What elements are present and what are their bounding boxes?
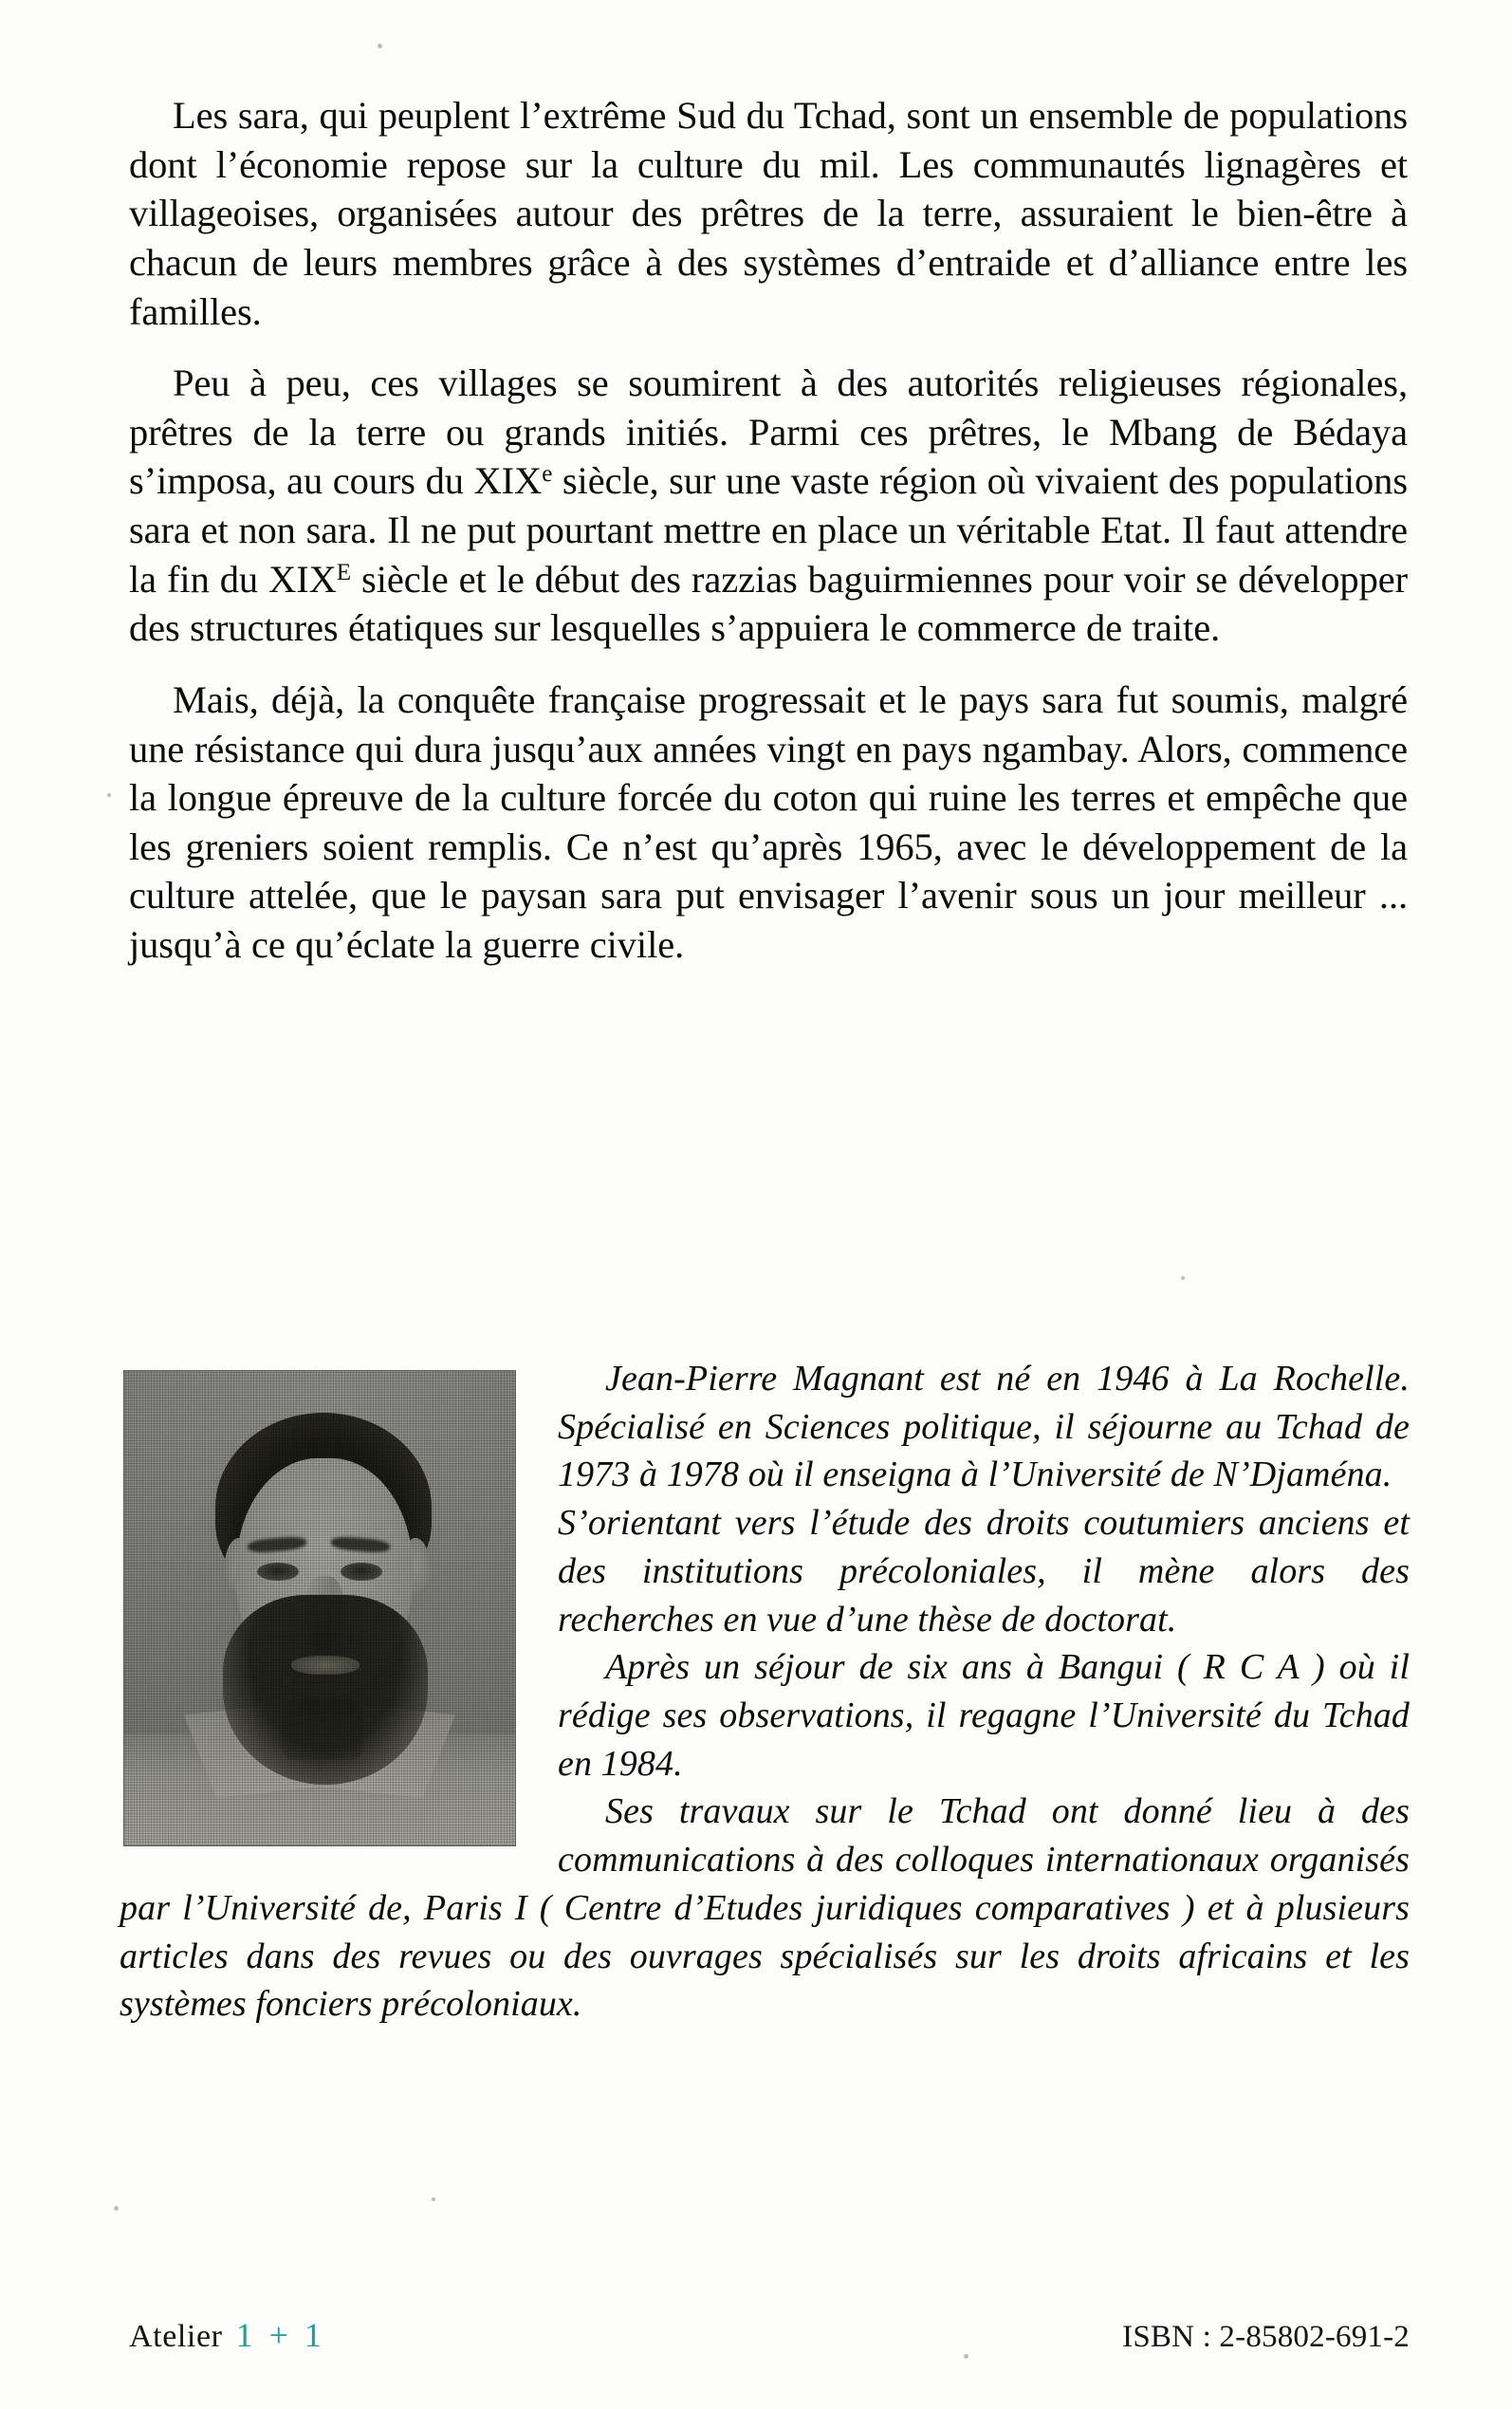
blurb-paragraph-1: Les sara, qui peuplent l’extrême Sud du Tchad, sont un ensemble de populations dont l’économie repose sur la culture du mil. Les communautés lignagères et villageoises, organisées autour des prêtres de la terre, assuraient le bien-être à chacun de leurs membres grâce à des systèmes d’entraide et d’alliance entre les familles. <box>129 94 1408 333</box>
scan-speck <box>114 2206 119 2211</box>
imprint-name: Atelier <box>129 2319 223 2354</box>
isbn-text: ISBN : 2-85802-691-2 <box>1122 2320 1410 2354</box>
bio-paragraph-1: Jean-Pierre Magnant est né en 1946 à La Rochelle. Spécialisé en Sciences politique, il séjourne au Tchad de 1973 à 1978 où il enseigna à l’Université de N’Djaména. <box>558 1359 1410 1495</box>
scan-speck <box>432 2197 435 2201</box>
page-footer <box>129 2315 1410 2355</box>
blurb-paragraph-3: Mais, déjà, la conquête française progressait et le pays sara fut soumis, malgré une résistance qui dura jusqu’aux années vingt en pays ngambay. Alors, commence la longue épreuve de la culture forcée du coton qui ruine les terres et empêche que les greniers soient remplis. Ce n’est qu’après 1965, avec le développement de la culture attelée, que le paysan sara put envisager l’avenir sous un jour meilleur ... jusqu’à ce qu’éclate la guerre civile. <box>129 677 1408 966</box>
author-portrait-photo <box>123 1370 516 1846</box>
imprint-logo-mark: 1 + 1 <box>235 2316 325 2354</box>
bio-paragraph-3: Après un séjour de six ans à Bangui ( R C A ) où il rédige ses observations, il regagne l’Université du Tchad en 1984. <box>558 1647 1410 1784</box>
scan-speck <box>107 793 111 797</box>
portrait-halftone-overlay <box>124 1371 515 1845</box>
scan-speck <box>378 44 382 48</box>
blurb-paragraph-2: Peu à peu, ces villages se soumirent à des autorités religieuses régionales, prêtres de la terre ou grands initiés. Parmi ces prêtres, le Mbang de Bédaya s’imposa, au cours du XIXe siècle, sur une vaste région où vivaient des populations sara et non sara. Il ne put pourtant mettre en place un véritable Etat. Il faut attendre la fin du $XIX^E$ siècle et le début des razzias baguirmiennes pour voir se développer des structures étatiques sur lesquelles s’appuiera le commerce de traite. <box>129 361 1408 650</box>
bio-paragraph-4: Ses travaux sur le Tchad ont donné lieu à des communications à des colloques internationaux organisés par l’Université de, Paris I ( Centre d’Etudes juridiques comparatives ) et à plusieurs articles dans des revues ou des ouvrages spécialisés sur les droits africains et les systèmes fonciers précoloniaux. <box>120 1791 1410 2025</box>
bio-paragraph-2: S’orientant vers l’étude des droits coutumiers anciens et des institutions précoloniales, il mène alors des recherches en vue d’une thèse de doctorat. <box>558 1503 1410 1640</box>
back-cover-blurb <box>129 91 1408 970</box>
author-bio-section <box>120 1355 1410 2029</box>
scan-speck <box>1181 1276 1185 1280</box>
publisher-imprint <box>129 2315 325 2355</box>
